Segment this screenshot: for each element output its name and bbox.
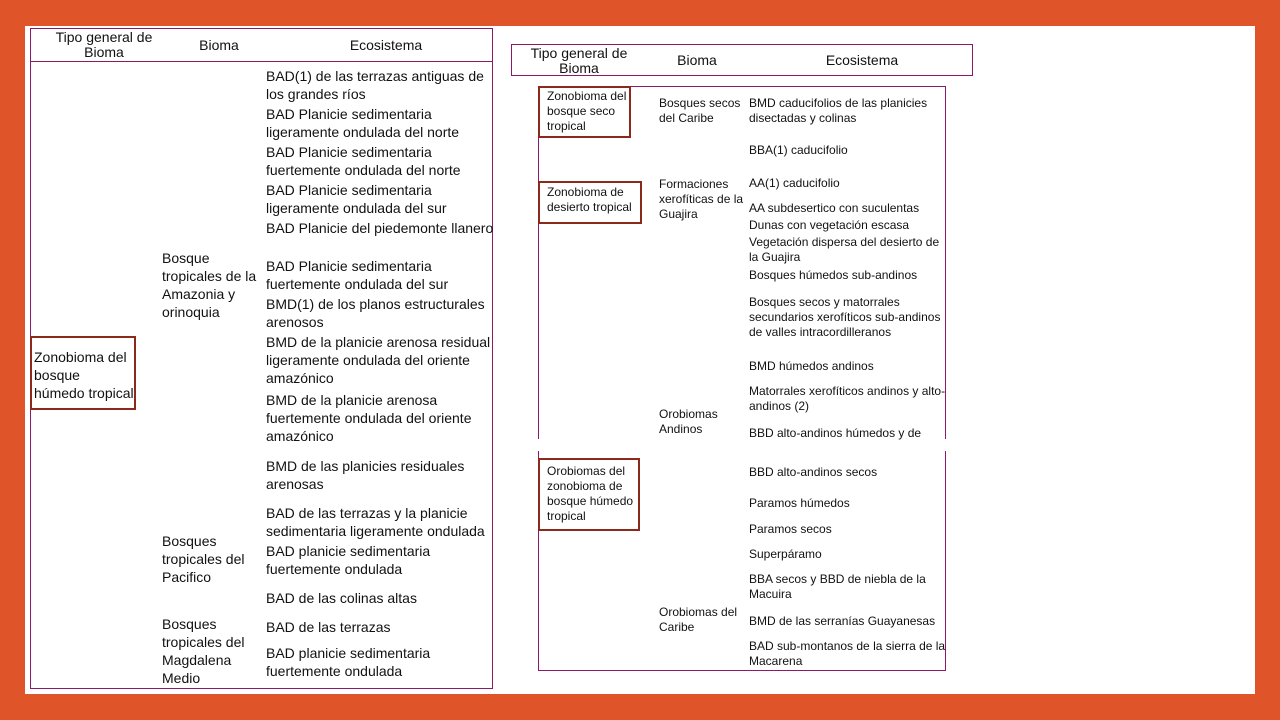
list-item: Bosques secos y matorrales secundarios xerofíticos sub-andinos de valles intracordilleranos <box>749 295 941 339</box>
bioma-label: Orobiomas Andinos <box>659 407 718 436</box>
list-item: BBD alto-andinos húmedos y de <box>749 426 922 440</box>
list-item: BMD de la planicie arenosa fuertemente ondulada del oriente amazónico <box>266 392 472 444</box>
bioma-label: Bosques tropicales del Pacifico <box>162 533 245 585</box>
list-item: Paramos secos <box>749 522 832 536</box>
list-item: BMD(1) de los planos estructurales arenosos <box>266 296 485 330</box>
list-item: BAD Planicie sedimentaria ligeramente ondulada del sur <box>266 182 447 216</box>
list-item: AA(1) caducifolio <box>749 176 840 190</box>
list-item: Dunas con vegetación escasa <box>749 218 910 232</box>
list-item: Vegetación dispersa del desierto de la Guajira <box>749 235 940 264</box>
tipo-label-box <box>538 181 642 224</box>
bioma-label: Bosque tropicales de la Amazonia y orinoquia <box>162 250 257 320</box>
list-item: Superpáramo <box>749 547 822 561</box>
list-item: BAD Planicie sedimentaria ligeramente ondulada del norte <box>266 106 460 140</box>
right-table-body <box>538 86 946 671</box>
list-item: BMD caducifolios de las planicies disectadas y colinas <box>749 96 928 125</box>
tipo-label-box <box>30 336 136 410</box>
list-item: BAD de las terrazas <box>266 619 391 635</box>
list-item: BBA secos y BBD de niebla de la Macuira <box>749 572 926 601</box>
list-item: BAD planicie sedimentaria fuertemente ondulada <box>266 645 431 679</box>
right-table-header <box>511 44 973 76</box>
header-bioma: Bioma <box>199 37 239 53</box>
bioma-label: Orobiomas del Caribe <box>659 605 738 634</box>
header-ecosistema: Ecosistema <box>825 52 899 68</box>
header-bioma: Bioma <box>677 52 717 68</box>
list-item: BMD de la planicie arenosa residual ligeramente ondulada del oriente amazónico <box>266 334 491 386</box>
bioma-label: Formaciones xerofíticas de la Guajira <box>659 177 744 221</box>
header-tipo: Tipo general de Bioma <box>530 45 628 76</box>
list-item: BAD Planicie del piedemonte llanero <box>266 220 494 236</box>
tipo-label: Zonobioma de desierto tropical <box>547 185 632 214</box>
slide <box>25 26 1255 694</box>
bioma-label: Bosques secos del Caribe <box>659 96 741 125</box>
list-item: Paramos húmedos <box>749 496 850 510</box>
list-item: Bosques húmedos sub-andinos <box>749 268 918 282</box>
list-item: BMD de las planicies residuales arenosas <box>266 458 465 492</box>
bioma-label: Bosques tropicales del Magdalena Medio <box>162 616 245 686</box>
tipo-label-box <box>538 86 631 138</box>
list-item: BMD húmedos andinos <box>749 359 874 373</box>
right-ecosystem-list <box>539 87 947 672</box>
list-item: BAD Planicie sedimentaria fuertemente ondulada del sur <box>266 258 449 292</box>
tipo-label: Orobiomas del zonobioma de bosque húmedo tropical <box>547 464 634 523</box>
header-tipo: Tipo general de Bioma <box>55 29 153 60</box>
header-ecosistema: Ecosistema <box>349 37 423 53</box>
tipo-label-box <box>538 458 640 531</box>
list-item: BMD de las serranías Guayanesas <box>749 614 936 628</box>
list-item: Matorrales xerofíticos andinos y alto-andinos (2) <box>749 384 946 413</box>
list-item: BAD sub-montanos de la sierra de la Macarena <box>749 639 946 668</box>
list-item: BBD alto-andinos secos <box>749 465 878 479</box>
list-item: BAD Planicie sedimentaria fuertemente ondulada del norte <box>266 144 461 178</box>
tipo-label: Zonobioma del bosque seco tropical <box>547 89 627 133</box>
list-item: BAD de las colinas altas <box>266 590 417 606</box>
list-item: BBA(1) caducifolio <box>749 143 848 157</box>
tipo-label: Zonobioma del bosque húmedo tropical <box>34 349 134 401</box>
left-table-header <box>30 28 493 62</box>
list-item: BAD planicie sedimentaria fuertemente ondulada <box>266 543 431 577</box>
list-item: BAD de las terrazas y la planicie sedimentaria ligeramente ondulada <box>266 505 485 539</box>
list-item: AA subdesertico con suculentas <box>749 201 920 215</box>
list-item: BAD(1) de las terrazas antiguas de los grandes ríos <box>266 68 484 102</box>
